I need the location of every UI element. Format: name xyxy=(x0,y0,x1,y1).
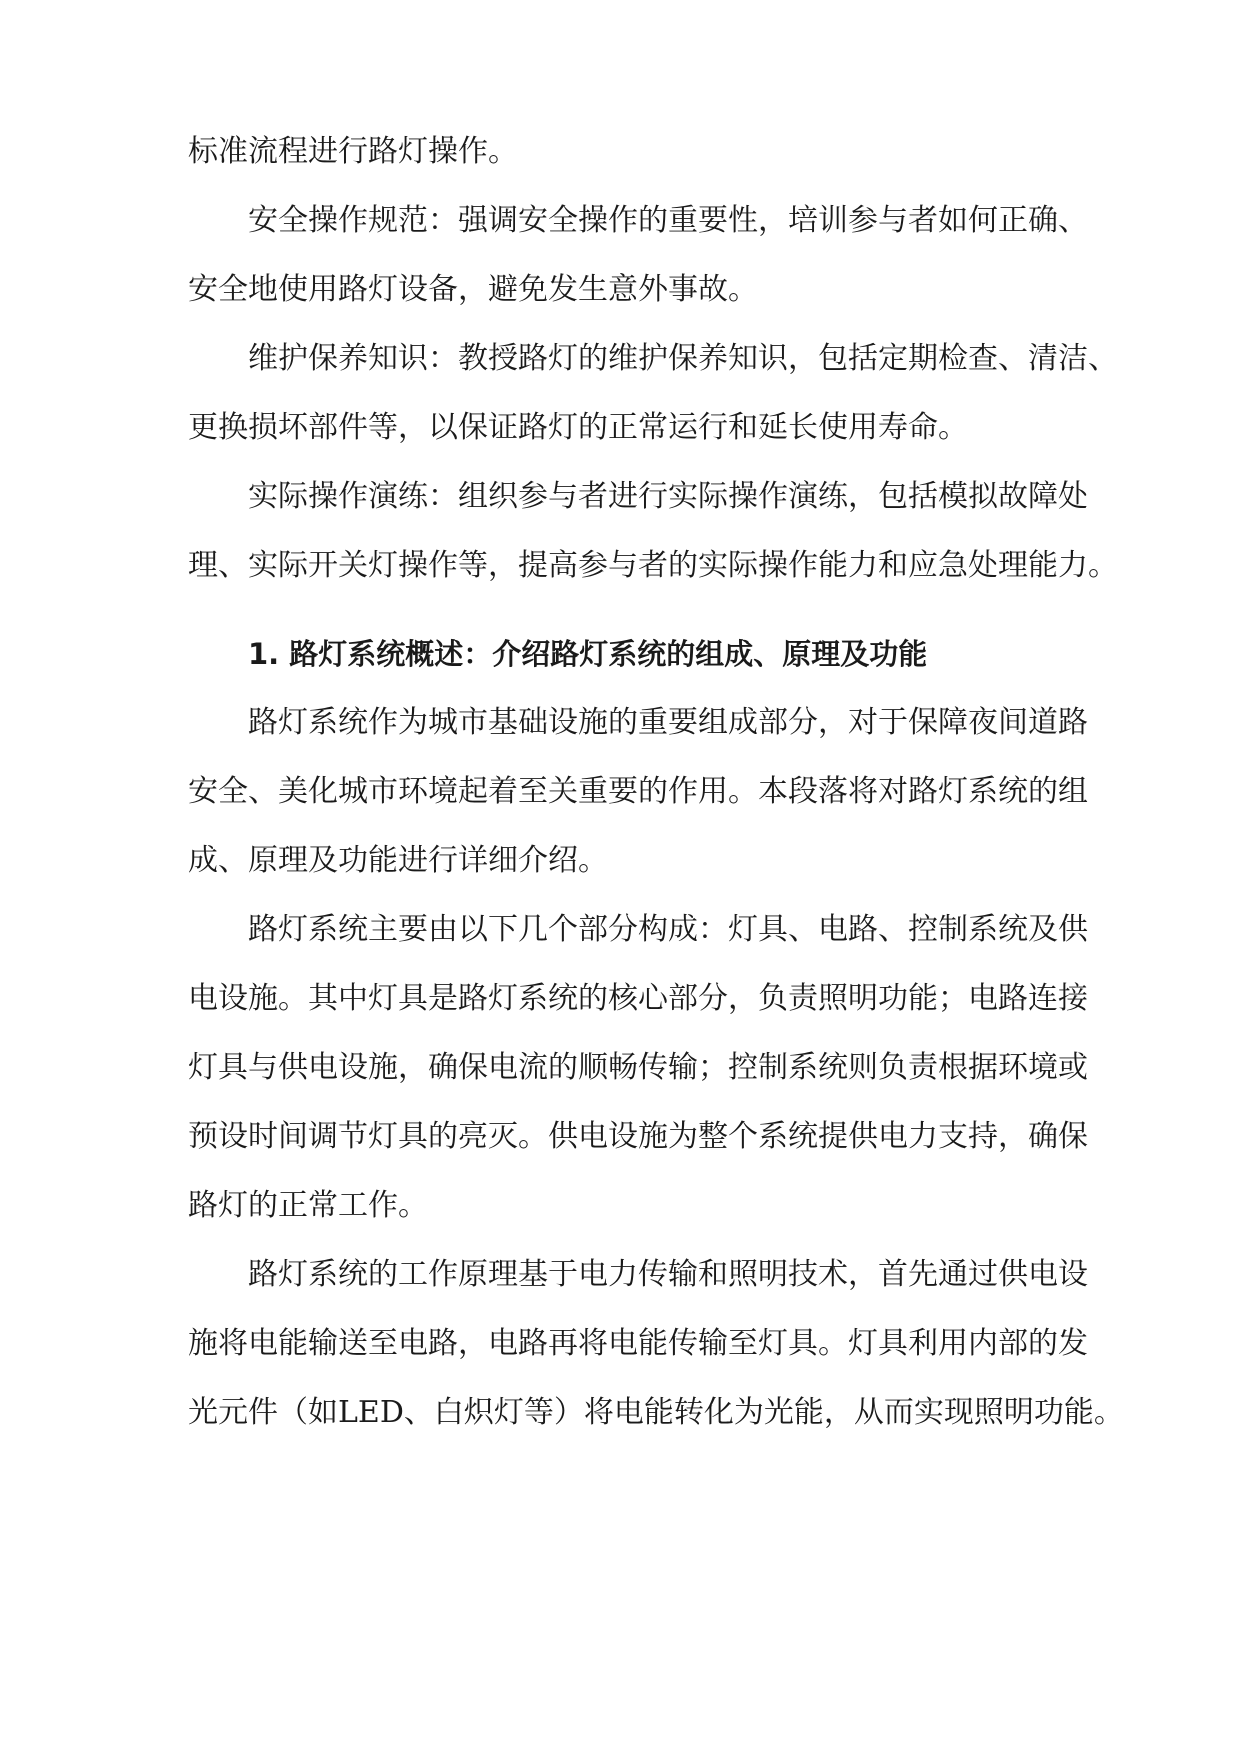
paragraph-line: 更换损坏部件等，以保证路灯的正常运行和延长使用寿命。 xyxy=(188,410,968,445)
paragraph-line: 路灯的正常工作。 xyxy=(188,1188,428,1223)
paragraph-line: 实际操作演练：组织参与者进行实际操作演练，包括模拟故障处 xyxy=(248,479,1088,514)
paragraph-line: 电设施。其中灯具是路灯系统的核心部分，负责照明功能；电路连接 xyxy=(188,981,1088,1016)
paragraph-line: 光元件（如LED、白炽灯等）将电能转化为光能，从而实现照明功能。 xyxy=(188,1395,1124,1430)
paragraph-line: 理、实际开关灯操作等，提高参与者的实际操作能力和应急处理能力。 xyxy=(188,548,1118,583)
paragraph-line: 成、原理及功能进行详细介绍。 xyxy=(188,843,608,878)
paragraph-line: 安全操作规范：强调安全操作的重要性，培训参与者如何正确、 xyxy=(248,203,1088,238)
paragraph-line: 路灯系统作为城市基础设施的重要组成部分，对于保障夜间道路 xyxy=(248,705,1088,740)
paragraph-line: 路灯系统主要由以下几个部分构成：灯具、电路、控制系统及供 xyxy=(248,912,1088,947)
paragraph-line: 灯具与供电设施，确保电流的顺畅传输；控制系统则负责根据环境或 xyxy=(188,1050,1088,1085)
paragraph-line: 预设时间调节灯具的亮灭。供电设施为整个系统提供电力支持，确保 xyxy=(188,1119,1088,1154)
section-heading: 1. 路灯系统概述：介绍路灯系统的组成、原理及功能 xyxy=(248,637,928,671)
paragraph-line: 维护保养知识：教授路灯的维护保养知识，包括定期检查、清洁、 xyxy=(248,341,1118,376)
paragraph-line: 路灯系统的工作原理基于电力传输和照明技术，首先通过供电设 xyxy=(248,1257,1088,1292)
paragraph-line: 安全地使用路灯设备，避免发生意外事故。 xyxy=(188,272,758,307)
paragraph-line: 施将电能输送至电路，电路再将电能传输至灯具。灯具利用内部的发 xyxy=(188,1326,1088,1361)
paragraph-line: 安全、美化城市环境起着至关重要的作用。本段落将对路灯系统的组 xyxy=(188,774,1088,809)
paragraph-line: 标准流程进行路灯操作。 xyxy=(188,134,518,169)
